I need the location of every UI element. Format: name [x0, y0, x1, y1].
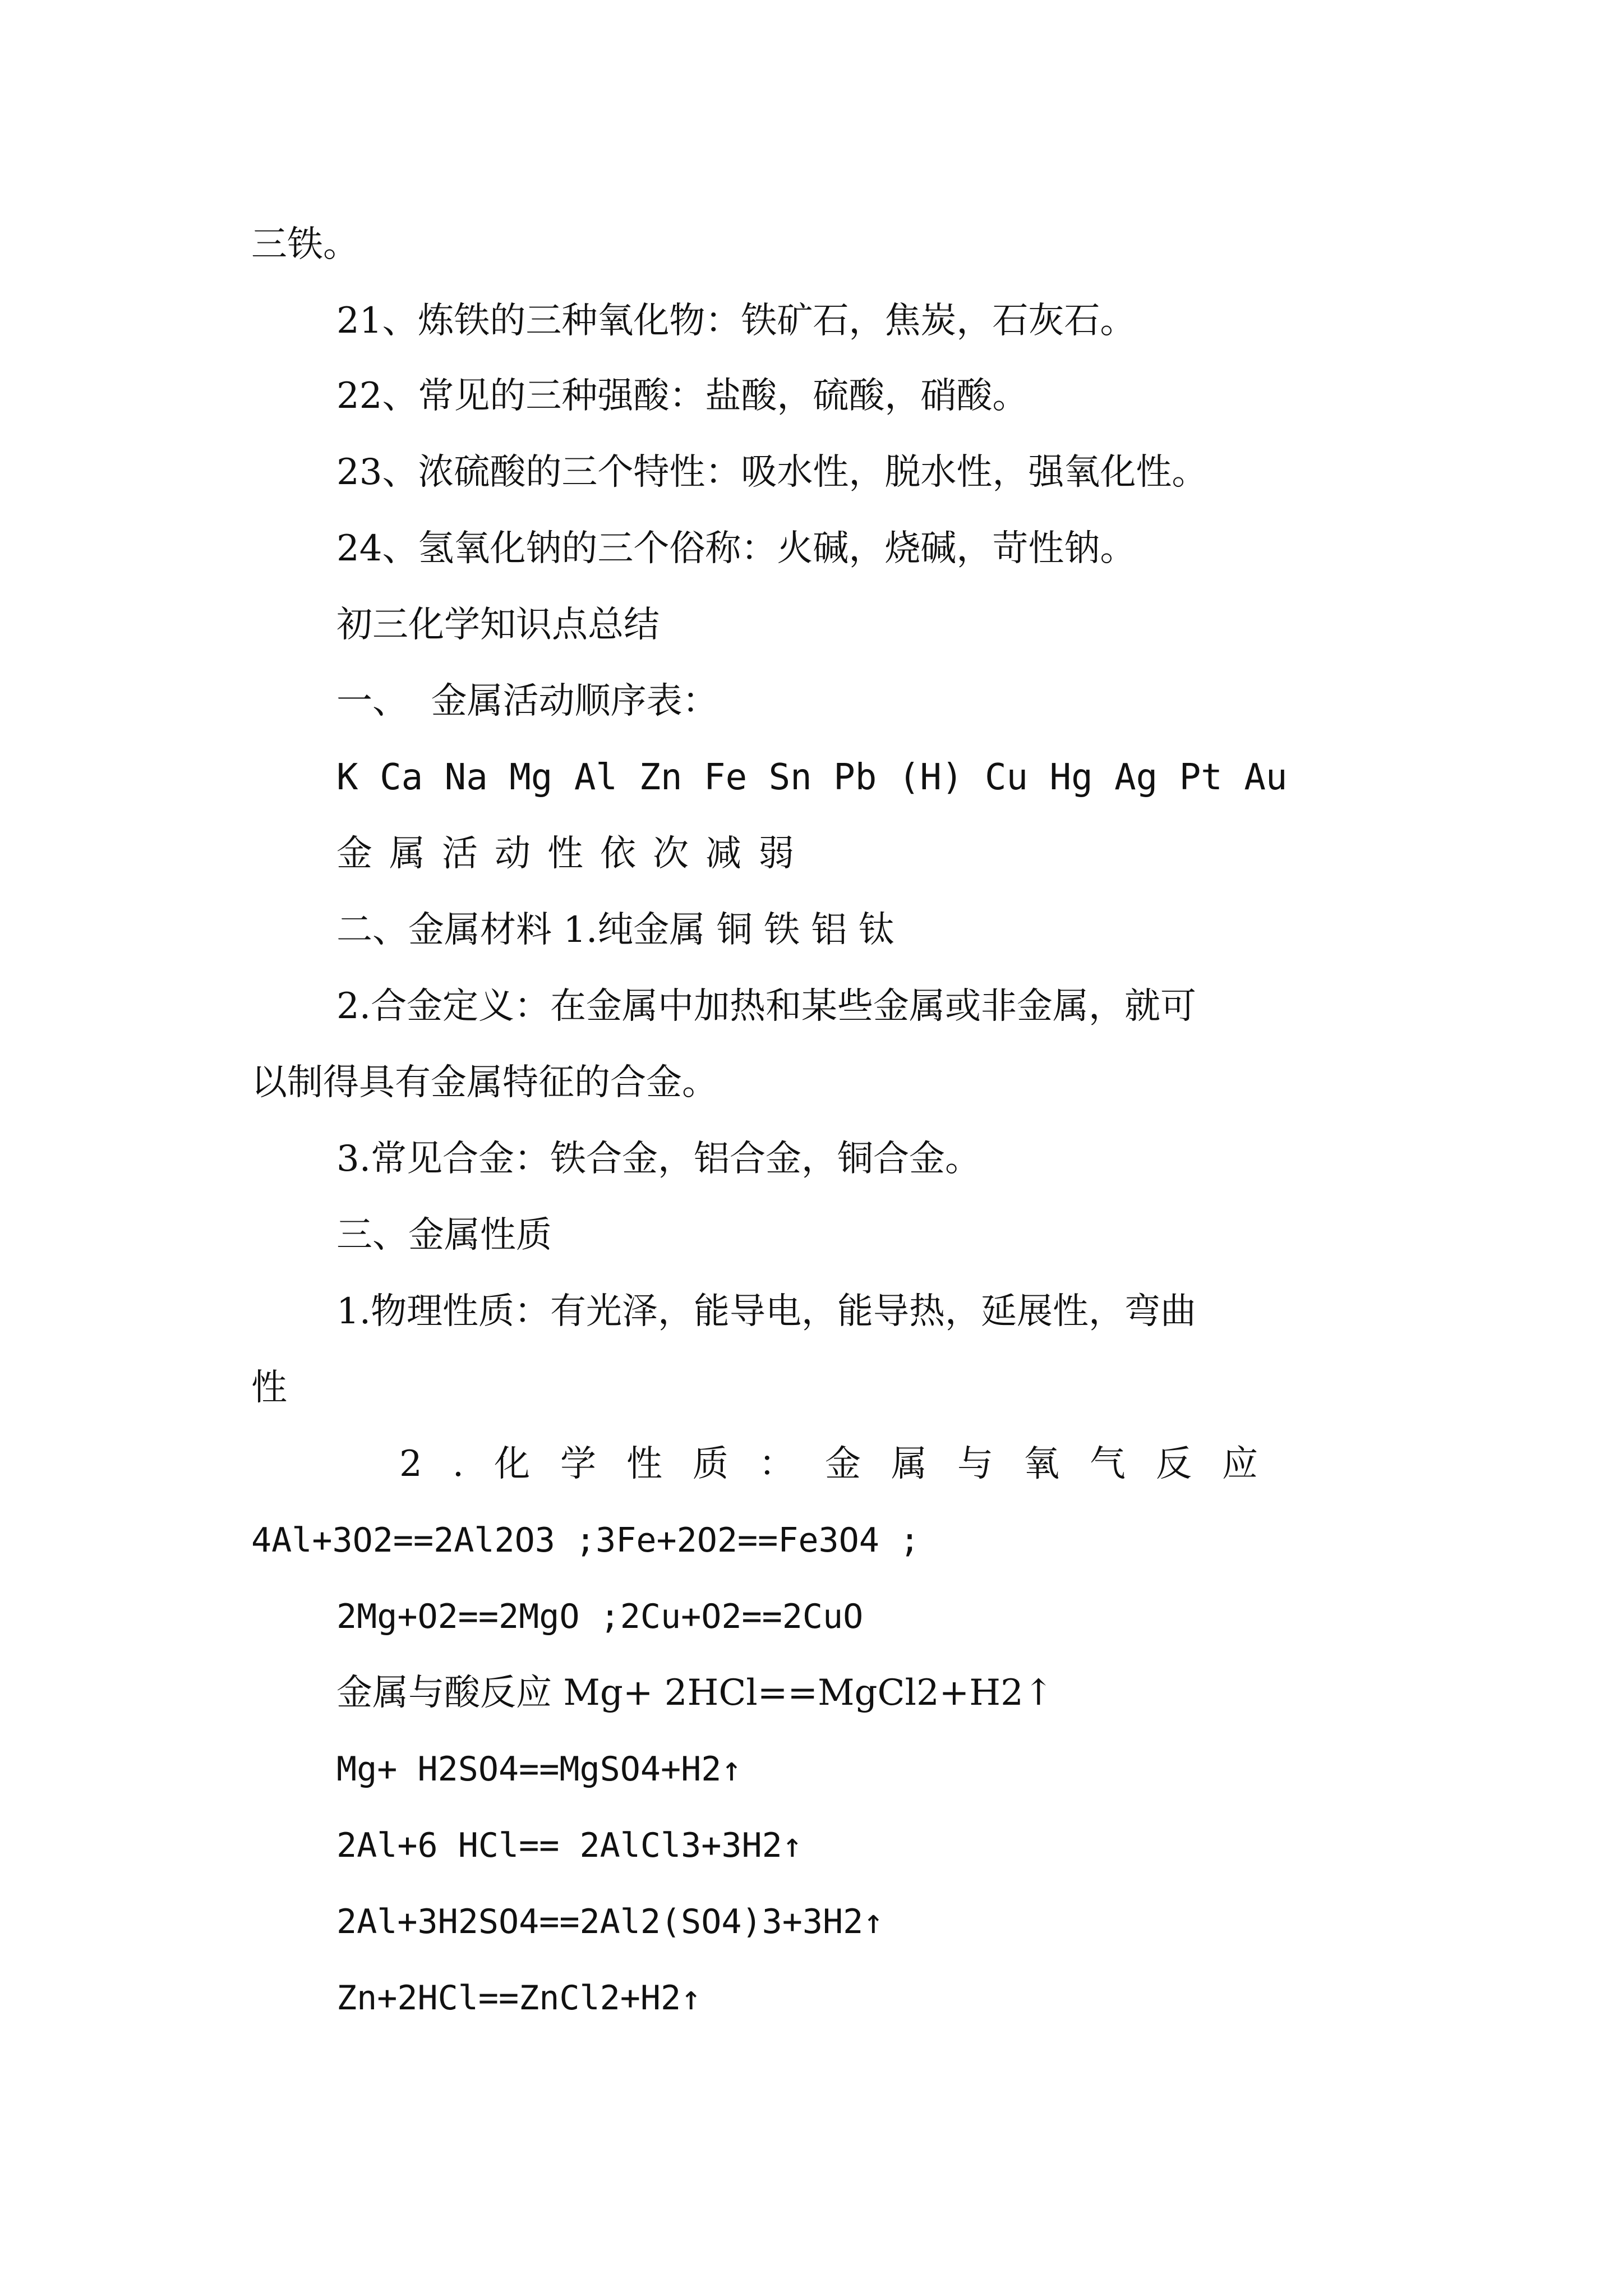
section-title: 初三化学知识点总结	[336, 604, 660, 646]
chemical-equation: Mg+ H2SO4==MgSO4+H2↑	[336, 1750, 742, 1789]
text-line: 22、常见的三种强酸：盐酸，硫酸，硝酸。	[336, 375, 1029, 417]
chemical-equation: Zn+2HCl==ZnCl2+H2↑	[336, 1978, 702, 2018]
chemical-equation: 4Al+3O2==2Al2O3 ;3Fe+2O2==Fe3O4 ;	[251, 1521, 920, 1560]
text-line: 以制得具有金属特征的合金。	[251, 1062, 718, 1103]
text-line: 2.化学性质：金属与氧气反应	[399, 1443, 1289, 1485]
metal-activity-series: K Ca Na Mg Al Zn Fe Sn Pb (H) Cu Hg Ag Pt Au	[336, 757, 1288, 798]
text-line: 24、氢氧化钠的三个俗称：火碱，烧碱，苛性钠。	[336, 528, 1136, 569]
text-line: 23、浓硫酸的三个特性：吸水性，脱水性，强氧化性。	[336, 452, 1208, 493]
text-line: 3.常见合金：铁合金，铝合金，铜合金。	[336, 1138, 981, 1180]
section-heading: 二、金属材料 1.纯金属 铜 铁 铝 钛	[336, 909, 895, 951]
section-heading: 一、 金属活动顺序表：	[336, 680, 718, 722]
text-line: 三铁。	[251, 224, 359, 265]
text-line: 21、炼铁的三种氧化物：铁矿石，焦炭，石灰石。	[336, 300, 1136, 342]
chemical-equation: 2Mg+O2==2MgO ;2Cu+O2==2CuO	[336, 1597, 864, 1636]
chemical-equation: 金属与酸反应 Mg+ 2HCl==MgCl2+H2↑	[336, 1672, 1054, 1714]
chemical-equation: 2Al+6 HCl== 2AlCl3+3H2↑	[336, 1826, 803, 1865]
section-heading: 三、金属性质	[336, 1214, 552, 1256]
text-line: 2.合金定义：在金属中加热和某些金属或非金属，就可	[336, 986, 1197, 1027]
chemical-equation: 2Al+3H2SO4==2Al2(SO4)3+3H2↑	[336, 1902, 884, 1941]
text-line: 金属活动性依次减弱	[336, 833, 811, 875]
text-line: 1.物理性质：有光泽，能导电，能导热，延展性，弯曲	[336, 1291, 1197, 1332]
text-line: 性	[251, 1367, 287, 1409]
